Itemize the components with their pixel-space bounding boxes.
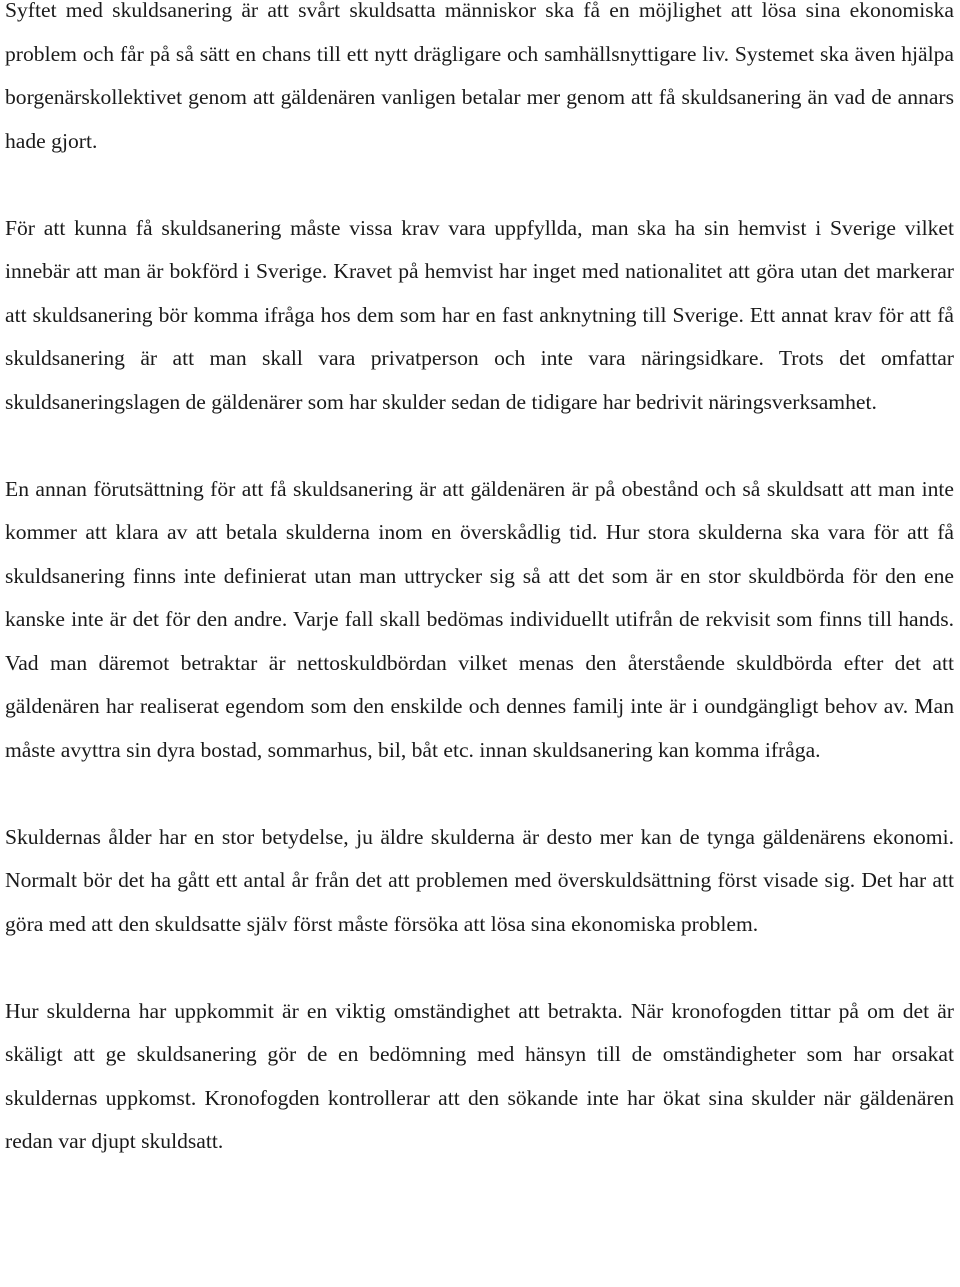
paragraph-insolvency: En annan förutsättning för att få skuldsanering är att gäldenären är på obestånd och så skuldsatt att man inte kommer att klara av att betala skulderna inom en överskådlig tid. Hur stora skulderna ska vara för att få skuldsanering finns inte definierat utan man uttrycker sig så att det som är en stor skuldbörda för den ene kanske inte är det för den andre. Varje fall skall bedömas individuellt utifrån de rekvisit som finns till hands. Vad man däremot betraktar är nettoskuldbördan vilket menas den återstående skuldbörda efter det att gäldenären har realiserat egendom som den enskilde och dennes familj inte är i oundgängligt behov av. Man måste avyttra sin dyra bostad, sommarhus, bil, båt etc. innan skuldsanering kan komma ifråga. bbox=[5, 476, 954, 762]
paragraph-requirements: För att kunna få skuldsanering måste vissa krav vara uppfyllda, man ska ha sin hemvist i Sverige vilket innebär att man är bokförd i Sverige. Kravet på hemvist har inget med nationalitet att göra utan det markerar att skuldsanering bör komma ifråga hos dem som har en fast anknytning till Sverige. Ett annat krav för att få skuldsanering är att man skall vara privatperson och inte vara näringsidkare. Trots det omfattar skuldsaneringslagen de gäldenärer som har skulder sedan de tidigare har bedrivit näringsverksamhet. bbox=[5, 215, 954, 414]
paragraph-debt-origin: Hur skulderna har uppkommit är en viktig omständighet att betrakta. När kronofogden tittar på om det är skäligt att ge skuldsanering gör de en bedömning med hänsyn till de omständigheter som har orsakat skuldernas uppkomst. Kronofogden kontrollerar att den sökande inte har ökat sina skulder när gäldenären redan var djupt skuldsatt. bbox=[5, 998, 954, 1153]
paragraph-debt-age: Skuldernas ålder har en stor betydelse, ju äldre skulderna är desto mer kan de tynga gäldenärens ekonomi. Normalt bör det ha gått ett antal år från det att problemen med överskuldsättning först visade sig. Det har att göra med att den skuldsatte själv först måste försöka att lösa sina ekonomiska problem. bbox=[5, 824, 954, 936]
paragraph-purpose: Syftet med skuldsanering är att svårt skuldsatta människor ska få en möjlighet att lösa sina ekonomiska problem och får på så sätt en chans till ett nytt drägligare och samhällsnyttigare liv. Systemet ska även hjälpa borgenärskollektivet genom att gäldenären vanligen betalar mer genom att få skuldsanering än vad de annars hade gjort. bbox=[5, 0, 954, 153]
